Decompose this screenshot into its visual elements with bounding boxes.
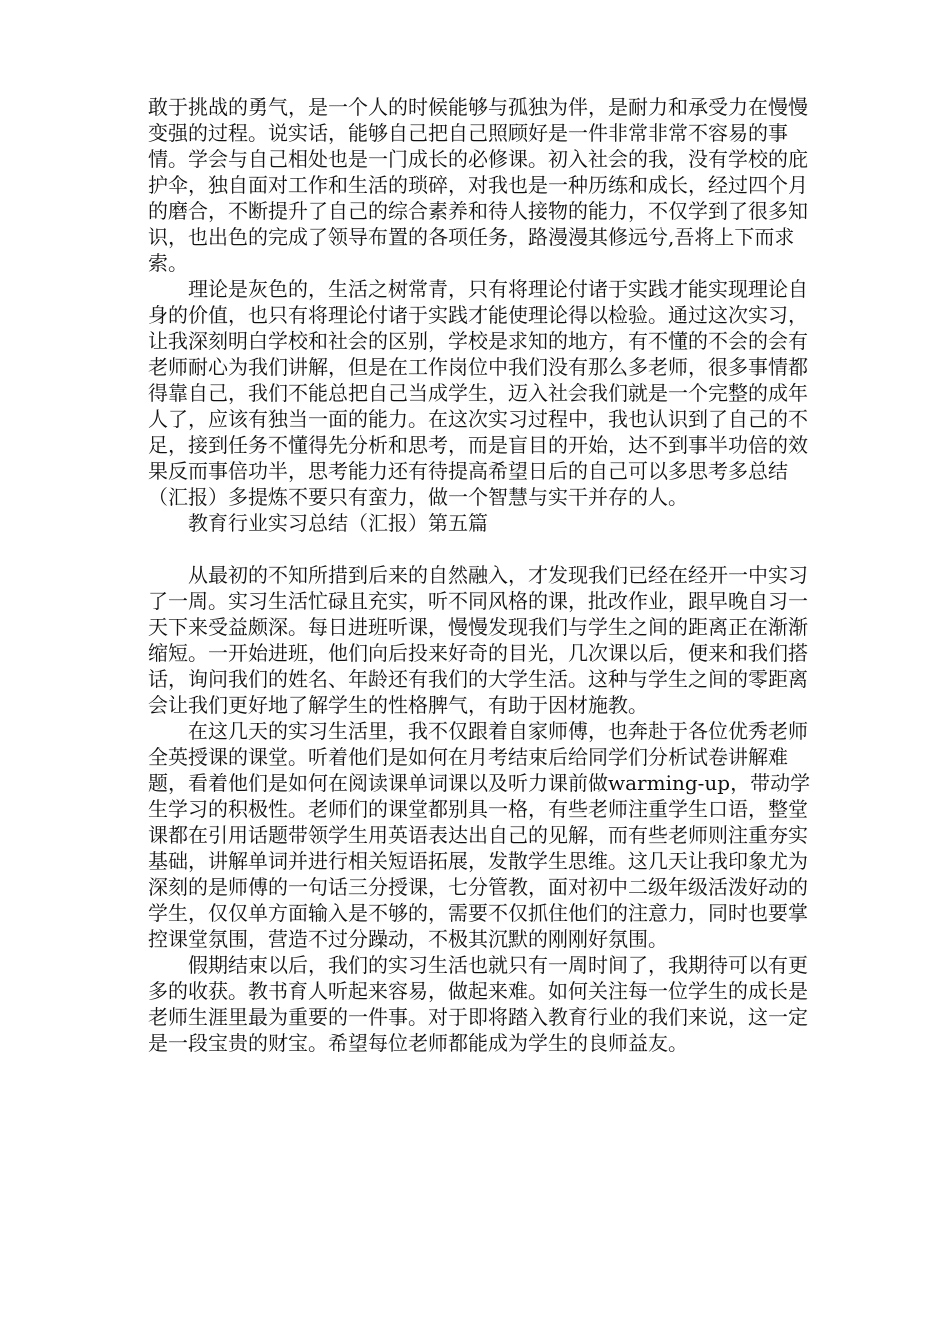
blank-line — [148, 536, 820, 562]
paragraph: 假期结束以后，我们的实习生活也就只有一周时间了，我期待可以有更多的收获。教书育人听起来容易，做起来难。如何关注每一位学生的成长是老师生涯里最为重要的一件事。对于即将踏入教育行业的我们来说，这一定是一段宝贵的财宝。希望每位老师都能成为学生的良师益友。 — [148, 953, 808, 1055]
document-body — [148, 94, 820, 1056]
section-heading: 教育行业实习总结（汇报）第五篇 — [188, 511, 488, 535]
paragraph: 理论是灰色的，生活之树常青，只有将理论付诸于实践才能实现理论自身的价值，也只有将理论付诸于实践才能使理论得以检验。通过这次实习，让我深刻明白学校和社会的区别，学校是求知的地方，有不懂的不会的会有老师耐心为我们讲解，但是在工作岗位中我们没有那么多老师，很多事情都得靠自己，我们不能总把自己当成学生，迈入社会我们就是一个完整的成年人了，应该有独当一面的能力。在这次实习过程中，我也认识到了自己的不足，接到任务不懂得先分析和思考，而是盲目的开始，达不到事半功倍的效果反而事倍功半，思考能力还有待提高希望日后的自己可以多思考多总结（汇报）多提炼不要只有蛮力，做一个智慧与实干并存的人。 — [148, 277, 808, 509]
paragraph-continued: 敢于挑战的勇气，是一个人的时候能够与孤独为伴，是耐力和承受力在慢慢变强的过程。说实话，能够自己把自己照顾好是一件非常非常不容易的事情。学会与自己相处也是一门成长的必修课。初入社会的我，没有学校的庇护伞，独自面对工作和生活的琐碎，对我也是一种历练和成长，经过四个月的磨合，不断提升了自己的综合素养和待人接物的能力，不仅学到了很多知识，也出色的完成了领导布置的各项任务，路漫漫其修远兮,吾将上下而求索。 — [148, 95, 808, 275]
paragraph: 在这几天的实习生活里，我不仅跟着自家师傅，也奔赴于各位优秀老师全英授课的课堂。听着他们是如何在月考结束后给同学们分析试卷讲解难题，看着他们是如何在阅读课单词课以及听力课前做warming-up，带动学生学习的积极性。老师们的课堂都别具一格，有些老师注重学生口语，整堂课都在引用话题带领学生用英语表达出自己的见解，而有些老师则注重夯实基础，讲解单词并进行相关短语拓展，发散学生思维。这几天让我印象尤为深刻的是师傅的一句话三分授课，七分管教，面对初中二级年级活泼好动的学生，仅仅单方面输入是不够的，需要不仅抓住他们的注意力，同时也要掌控课堂氛围，营造不过分躁动，不极其沉默的刚刚好氛围。 — [148, 719, 811, 951]
paragraph: 从最初的不知所措到后来的自然融入，才发现我们已经在经开一中实习了一周。实习生活忙碌且充实，听不同风格的课，批改作业，跟早晚自习一天下来受益颇深。每日进班听课，慢慢发现我们与学生之间的距离正在渐渐缩短。一开始进班，他们向后投来好奇的目光，几次课以后，便来和我们搭话，询问我们的姓名、年龄还有我们的大学生活。这种与学生之间的零距离会让我们更好地了解学生的性格脾气，有助于因材施教。 — [148, 563, 808, 717]
